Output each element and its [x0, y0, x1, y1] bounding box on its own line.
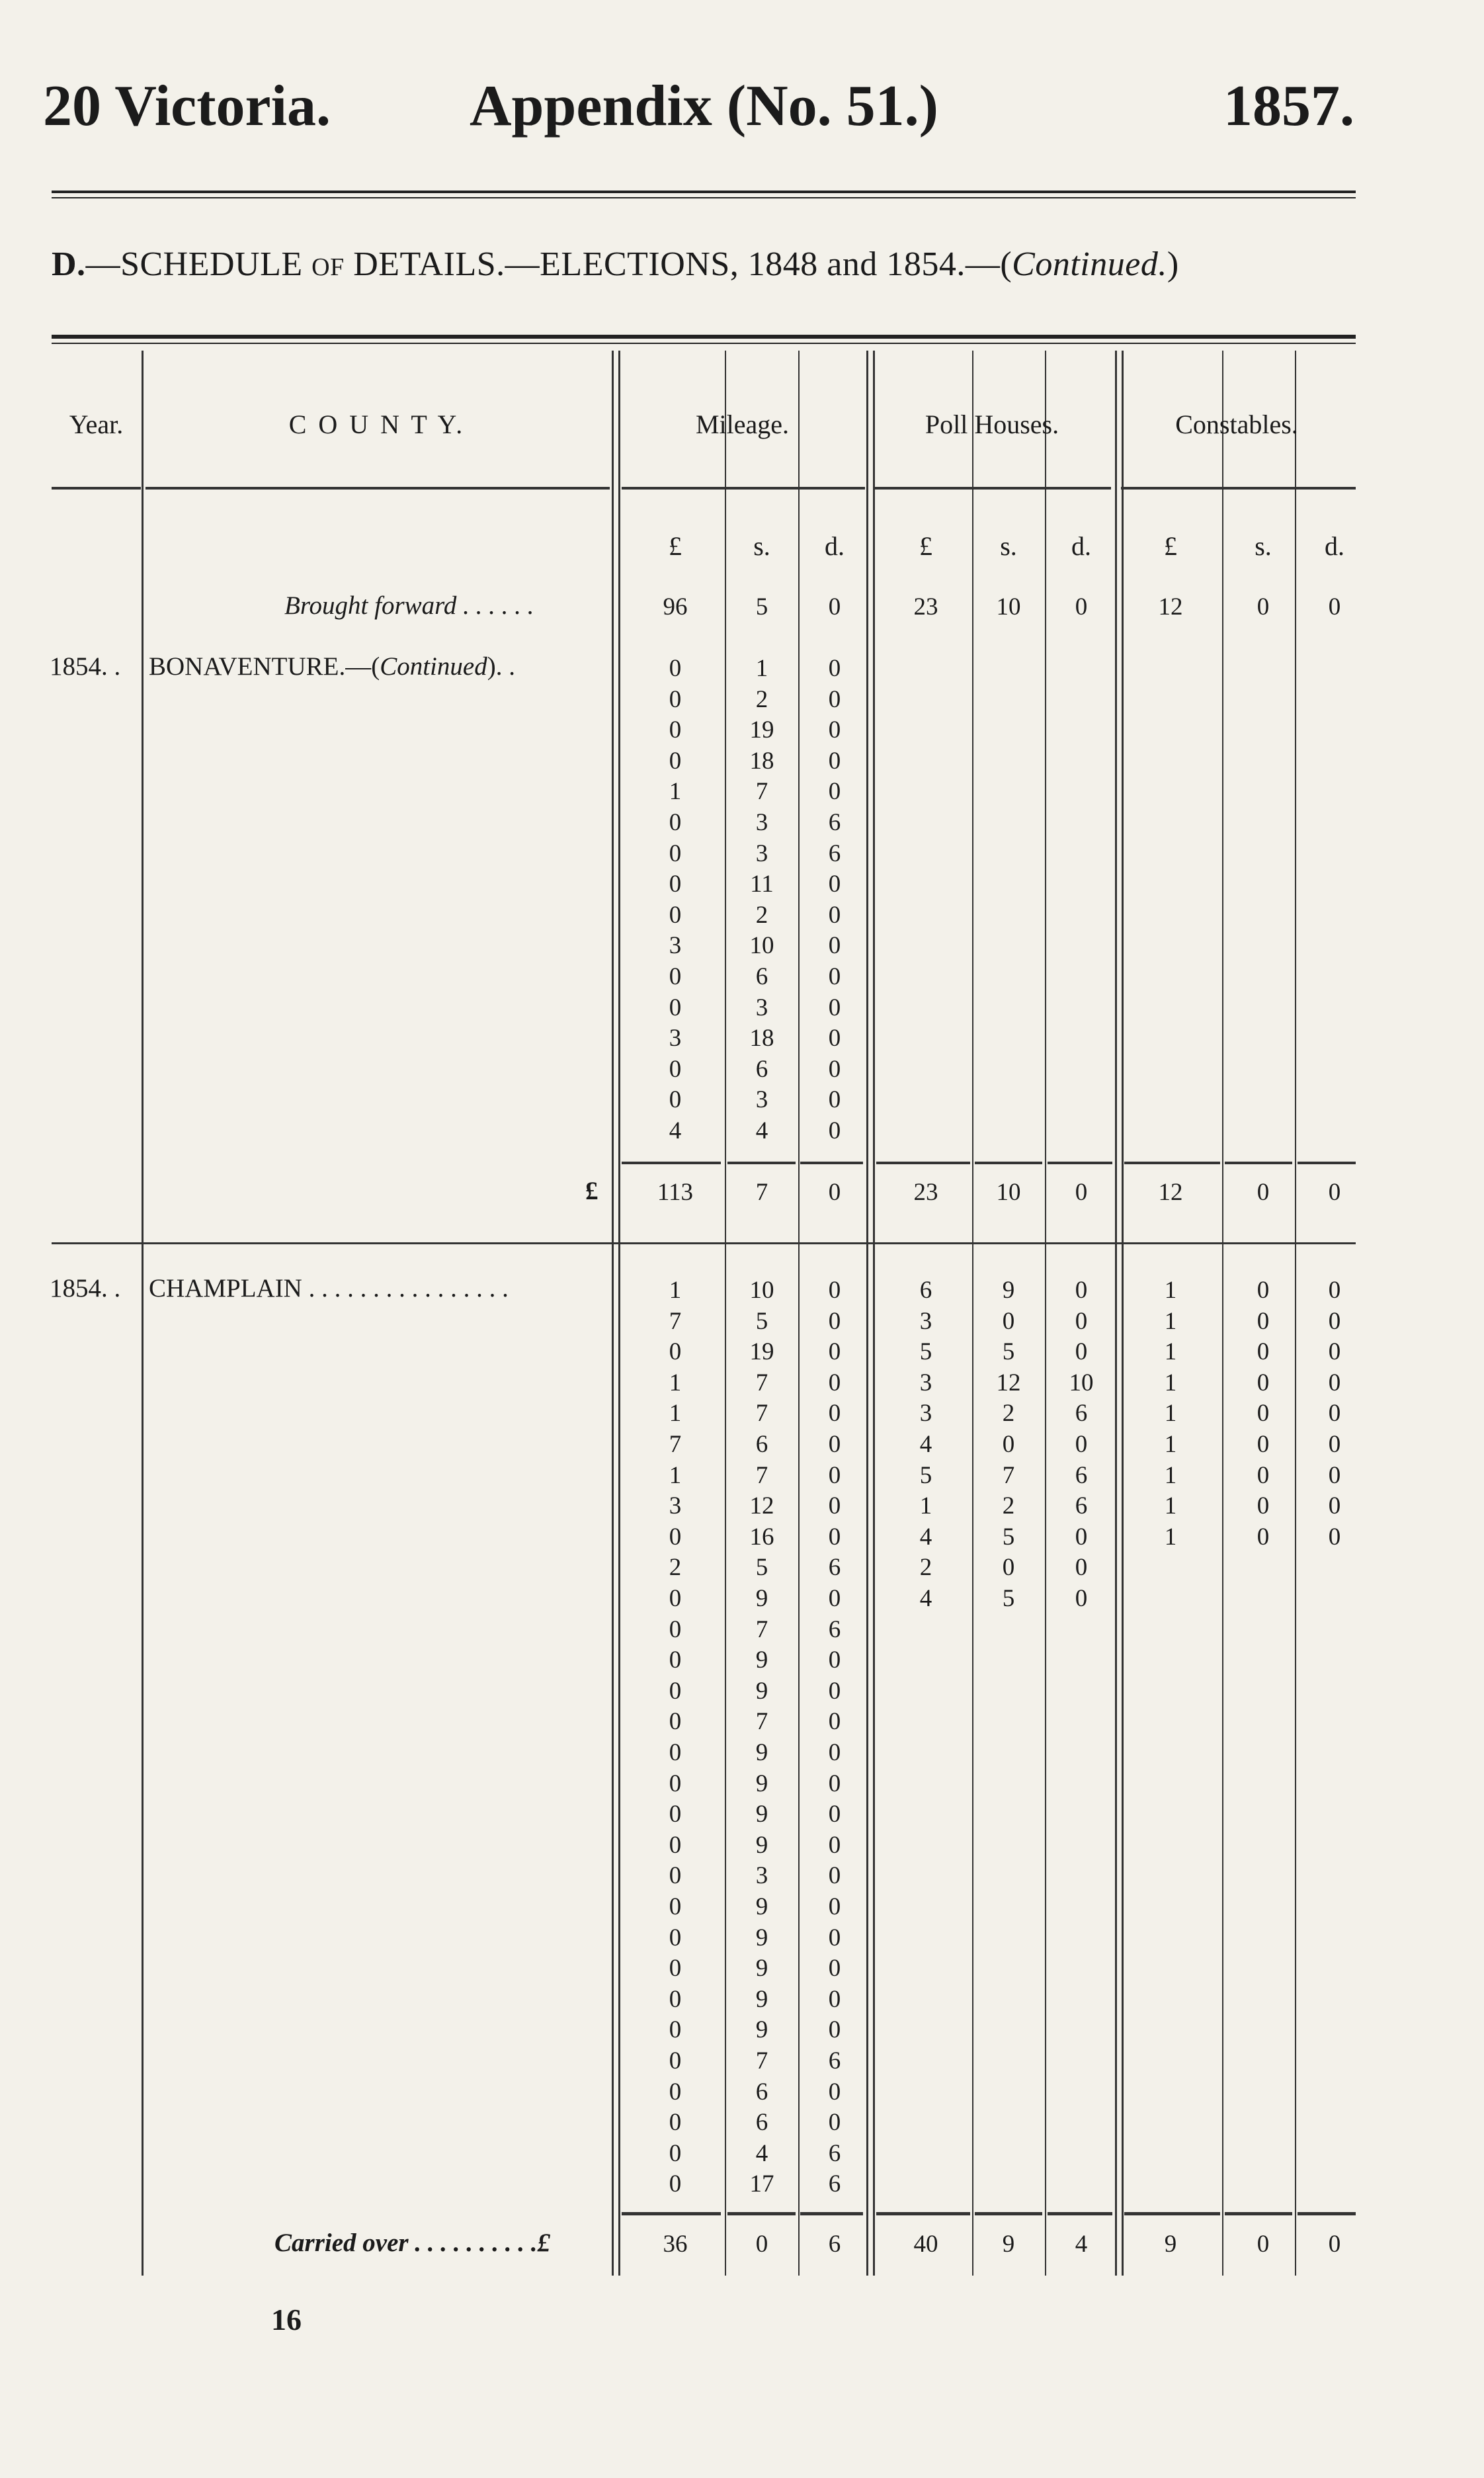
schedule-title — [52, 245, 1179, 284]
mileage-shillings: 6 — [755, 2109, 768, 2137]
constables-shillings: 0 — [1257, 1277, 1270, 1304]
mileage-pounds: 0 — [669, 1585, 682, 1612]
constables-pence: 0 — [1328, 1369, 1341, 1396]
carried-over-value: 40 — [913, 2231, 938, 2258]
poll-houses-pounds: 4 — [919, 1431, 932, 1458]
mileage-pence: 0 — [828, 1677, 841, 1705]
mileage-pence: 0 — [828, 1893, 841, 1920]
brought-forward-value: 96 — [663, 593, 688, 620]
header-underline — [145, 487, 610, 490]
carried-over-rule — [1298, 2212, 1356, 2215]
mileage-pounds: 1 — [669, 1277, 682, 1304]
mileage-pounds: 1 — [669, 1369, 682, 1396]
mileage-pounds: 0 — [669, 2109, 682, 2137]
total-rule — [1298, 1162, 1356, 1164]
mileage-shillings: 4 — [755, 2139, 768, 2167]
carried-over-rule — [876, 2212, 970, 2215]
mileage-pence: 0 — [828, 871, 841, 898]
total-rule — [1225, 1162, 1292, 1164]
mileage-pounds: 7 — [669, 1431, 682, 1458]
bonaventure-total-value: 113 — [657, 1179, 694, 1206]
mileage-pounds: 0 — [669, 1955, 682, 1983]
column-rule — [142, 351, 144, 2276]
mileage-pounds: 0 — [669, 716, 682, 744]
constables-pence: 0 — [1328, 1400, 1341, 1428]
mileage-shillings: 11 — [750, 871, 774, 898]
mileage-pence: 0 — [828, 2016, 841, 2044]
carried-over-rule — [622, 2212, 721, 2215]
mileage-shillings: 7 — [755, 2047, 768, 2074]
unit-label: d. — [825, 531, 845, 561]
mileage-pounds: 0 — [669, 1338, 682, 1366]
header-rule-top — [52, 191, 1356, 193]
mileage-pounds: 0 — [669, 1646, 682, 1674]
unit-label: £ — [919, 531, 932, 561]
mileage-pounds: 4 — [669, 1117, 682, 1144]
mileage-pence: 6 — [828, 2170, 841, 2198]
poll-houses-pence: 6 — [1075, 1461, 1088, 1489]
mileage-pounds: 2 — [669, 1554, 682, 1582]
constables-pounds: 1 — [1164, 1400, 1177, 1428]
constables-shillings: 0 — [1257, 1369, 1270, 1396]
mileage-shillings: 9 — [755, 1677, 768, 1705]
column-rule — [1222, 351, 1223, 2276]
mileage-shillings: 9 — [755, 1585, 768, 1612]
mileage-pounds: 0 — [669, 1831, 682, 1859]
mileage-pounds: 0 — [669, 2078, 682, 2106]
carried-over-value: 9 — [1164, 2231, 1177, 2258]
header-underline — [52, 487, 141, 490]
mileage-shillings: 3 — [755, 1862, 768, 1890]
poll-houses-pence: 6 — [1075, 1400, 1088, 1428]
bonaventure-total-symbol: £ — [585, 1177, 598, 1205]
mileage-shillings: 4 — [755, 1117, 768, 1144]
mileage-shillings: 3 — [755, 994, 768, 1021]
mileage-pence: 0 — [828, 1307, 841, 1335]
mileage-pence: 0 — [828, 747, 841, 775]
mileage-pence: 0 — [828, 1831, 841, 1859]
mileage-shillings: 7 — [755, 1708, 768, 1736]
mileage-shillings: 9 — [755, 1770, 768, 1797]
mileage-pence: 0 — [828, 716, 841, 744]
constables-shillings: 0 — [1257, 1523, 1270, 1551]
mileage-shillings: 2 — [755, 901, 768, 929]
col-header-year: Year. — [69, 409, 124, 439]
poll-houses-shillings: 5 — [1002, 1585, 1015, 1612]
column-rule — [1122, 351, 1124, 2276]
poll-houses-pounds: 4 — [919, 1585, 932, 1612]
header-underline — [873, 487, 1111, 490]
total-rule — [876, 1162, 970, 1164]
mileage-pence: 0 — [828, 963, 841, 990]
mileage-pence: 0 — [828, 655, 841, 682]
mileage-pence: 0 — [828, 1055, 841, 1083]
bonaventure-total-value: 23 — [913, 1179, 938, 1206]
constables-pounds: 1 — [1164, 1523, 1177, 1551]
mileage-pence: 0 — [828, 1770, 841, 1797]
constables-pence: 0 — [1328, 1461, 1341, 1489]
poll-houses-pence: 0 — [1075, 1523, 1088, 1551]
mileage-pounds: 0 — [669, 809, 682, 836]
mileage-shillings: 3 — [755, 1086, 768, 1114]
brought-forward-value: 12 — [1158, 593, 1183, 620]
mileage-pounds: 1 — [669, 778, 682, 806]
mileage-pounds: 0 — [669, 839, 682, 867]
constables-pounds: 1 — [1164, 1369, 1177, 1396]
mileage-pounds: 0 — [669, 871, 682, 898]
bonaventure-county — [149, 652, 515, 681]
unit-label: £ — [669, 531, 682, 561]
mileage-shillings: 7 — [755, 778, 768, 806]
mileage-pence: 0 — [828, 1338, 841, 1366]
carried-over-rule — [975, 2212, 1042, 2215]
schedule-title-continued: Continued. — [1012, 245, 1167, 283]
carried-over-value: 9 — [1002, 2231, 1015, 2258]
poll-houses-pounds: 4 — [919, 1523, 932, 1551]
brought-forward-value: 0 — [1075, 593, 1088, 620]
mileage-pounds: 1 — [669, 1461, 682, 1489]
mileage-pence: 6 — [828, 839, 841, 867]
poll-houses-pounds: 1 — [919, 1492, 932, 1520]
carried-over-rule — [1124, 2212, 1220, 2215]
total-rule — [727, 1162, 796, 1164]
mileage-pence: 0 — [828, 1431, 841, 1458]
bonaventure-total-value: 0 — [1257, 1179, 1270, 1206]
column-rule — [1115, 351, 1117, 2276]
poll-houses-pounds: 3 — [919, 1369, 932, 1396]
poll-houses-pence: 0 — [1075, 1277, 1088, 1304]
total-rule — [1124, 1162, 1220, 1164]
constables-pounds: 1 — [1164, 1492, 1177, 1520]
mileage-pence: 6 — [828, 2139, 841, 2167]
mileage-pence: 0 — [828, 1708, 841, 1736]
poll-houses-pence: 6 — [1075, 1492, 1088, 1520]
mileage-shillings: 10 — [749, 1277, 774, 1304]
mileage-shillings: 10 — [749, 932, 774, 960]
col-header-poll-houses: Poll Houses. — [925, 409, 1059, 439]
unit-label: s. — [1000, 531, 1017, 561]
mileage-pounds: 3 — [669, 932, 682, 960]
mileage-pence: 0 — [828, 2078, 841, 2106]
header-rule-bottom — [52, 197, 1356, 198]
mileage-pounds: 0 — [669, 963, 682, 990]
brought-forward-value: 10 — [996, 593, 1021, 620]
mileage-shillings: 18 — [749, 1025, 774, 1052]
schedule-title-part: —SCHEDULE — [85, 245, 312, 283]
constables-pounds: 1 — [1164, 1461, 1177, 1489]
mileage-shillings: 6 — [755, 2078, 768, 2106]
poll-houses-shillings: 5 — [1002, 1338, 1015, 1366]
total-rule — [975, 1162, 1042, 1164]
mileage-pounds: 0 — [669, 1708, 682, 1736]
constables-pence: 0 — [1328, 1431, 1341, 1458]
header-appendix: Appendix (No. 51.) — [470, 74, 938, 138]
bonaventure-total-value: 0 — [1075, 1179, 1088, 1206]
mileage-shillings: 9 — [755, 1739, 768, 1766]
mileage-pence: 0 — [828, 1862, 841, 1890]
carried-over-rule — [1225, 2212, 1292, 2215]
mileage-pounds: 0 — [669, 747, 682, 775]
mileage-shillings: 9 — [755, 1646, 768, 1674]
mileage-pence: 0 — [828, 1646, 841, 1674]
constables-shillings: 0 — [1257, 1307, 1270, 1335]
header-year: 1857. — [1223, 74, 1354, 138]
constables-shillings: 0 — [1257, 1461, 1270, 1489]
poll-houses-shillings: 0 — [1002, 1554, 1015, 1582]
carried-over-value: 0 — [755, 2231, 768, 2258]
mileage-pounds: 0 — [669, 901, 682, 929]
header-session: 20 Victoria. — [43, 74, 331, 138]
schedule-title-part: DETAILS.—ELECTIONS, 1848 and 1854.—( — [344, 245, 1012, 283]
mileage-pence: 0 — [828, 1369, 841, 1396]
mileage-pence: 6 — [828, 809, 841, 836]
total-rule — [800, 1162, 863, 1164]
mileage-pounds: 0 — [669, 994, 682, 1021]
mileage-pounds: 0 — [669, 1862, 682, 1890]
column-rule — [798, 351, 800, 2276]
mileage-shillings: 7 — [755, 1400, 768, 1428]
mileage-pounds: 0 — [669, 1677, 682, 1705]
column-rule — [725, 351, 726, 2276]
schedule-title-part: ) — [1167, 245, 1179, 283]
bonaventure-total-value: 0 — [828, 1179, 841, 1206]
mileage-shillings: 1 — [755, 655, 768, 682]
carried-over-value: 0 — [1257, 2231, 1270, 2258]
mileage-pounds: 0 — [669, 1893, 682, 1920]
constables-pence: 0 — [1328, 1492, 1341, 1520]
brought-forward-value: 0 — [1328, 593, 1341, 620]
mileage-pounds: 0 — [669, 1615, 682, 1643]
champlain-county: CHAMPLAIN . . . . . . . . . . . . . . . . — [149, 1274, 509, 1303]
mileage-pence: 0 — [828, 1492, 841, 1520]
poll-houses-pounds: 3 — [919, 1400, 932, 1428]
mileage-shillings: 19 — [749, 1338, 774, 1366]
mileage-pounds: 3 — [669, 1025, 682, 1052]
column-rule — [972, 351, 973, 2276]
mileage-pounds: 0 — [669, 1739, 682, 1766]
mileage-pounds: 0 — [669, 1770, 682, 1797]
mileage-shillings: 7 — [755, 1615, 768, 1643]
section-separator — [52, 1242, 1356, 1244]
mileage-shillings: 9 — [755, 2016, 768, 2044]
poll-houses-shillings: 0 — [1002, 1307, 1015, 1335]
mileage-pounds: 0 — [669, 655, 682, 682]
mileage-shillings: 6 — [755, 1055, 768, 1083]
schedule-letter: D. — [52, 245, 86, 283]
carried-over-rule — [1048, 2212, 1112, 2215]
constables-pounds: 1 — [1164, 1307, 1177, 1335]
mileage-shillings: 2 — [755, 685, 768, 713]
mileage-pence: 0 — [828, 2109, 841, 2137]
unit-label: d. — [1071, 531, 1091, 561]
mileage-pounds: 0 — [669, 685, 682, 713]
col-header-constables: Constables. — [1175, 409, 1298, 439]
mileage-shillings: 18 — [749, 747, 774, 775]
header-underline — [1121, 487, 1356, 490]
brought-forward-value: 0 — [1257, 593, 1270, 620]
column-rule — [873, 351, 875, 2276]
mileage-pence: 0 — [828, 994, 841, 1021]
mileage-pence: 0 — [828, 901, 841, 929]
table-top-rule — [52, 335, 1356, 339]
unit-label: s. — [1255, 531, 1272, 561]
carried-over-label: Carried over . . . . . . . . . .£ — [274, 2229, 551, 2257]
mileage-pence: 0 — [828, 1985, 841, 2013]
mileage-pence: 0 — [828, 1801, 841, 1828]
constables-shillings: 0 — [1257, 1431, 1270, 1458]
constables-shillings: 0 — [1257, 1400, 1270, 1428]
unit-label: s. — [753, 531, 770, 561]
mileage-shillings: 5 — [755, 1307, 768, 1335]
constables-pence: 0 — [1328, 1277, 1341, 1304]
carried-over-value: 4 — [1075, 2231, 1088, 2258]
poll-houses-pounds: 5 — [919, 1338, 932, 1366]
mileage-pounds: 1 — [669, 1400, 682, 1428]
poll-houses-pounds: 6 — [919, 1277, 932, 1304]
poll-houses-shillings: 2 — [1002, 1492, 1015, 1520]
page-number: 16 — [271, 2303, 302, 2336]
poll-houses-pence: 0 — [1075, 1307, 1088, 1335]
mileage-pounds: 0 — [669, 1523, 682, 1551]
mileage-shillings: 6 — [755, 1431, 768, 1458]
column-rule — [1045, 351, 1046, 2276]
poll-houses-shillings: 9 — [1002, 1277, 1015, 1304]
brought-forward-value: 0 — [828, 593, 841, 620]
mileage-shillings: 6 — [755, 963, 768, 990]
mileage-pounds: 0 — [669, 2016, 682, 2044]
constables-pence: 0 — [1328, 1523, 1341, 1551]
mileage-pence: 0 — [828, 1585, 841, 1612]
mileage-shillings: 5 — [755, 1554, 768, 1582]
champlain-year: 1854. . — [50, 1274, 121, 1303]
brought-forward-value: 5 — [755, 593, 768, 620]
mileage-pence: 6 — [828, 1615, 841, 1643]
poll-houses-pounds: 5 — [919, 1461, 932, 1489]
mileage-pence: 0 — [828, 778, 841, 806]
mileage-pence: 6 — [828, 2047, 841, 2074]
bonaventure-county-name: BONAVENTURE.—( — [149, 652, 380, 681]
header-underline — [622, 487, 865, 490]
mileage-pounds: 0 — [669, 2170, 682, 2198]
mileage-shillings: 3 — [755, 809, 768, 836]
mileage-shillings: 17 — [749, 2170, 774, 2198]
poll-houses-pounds: 2 — [919, 1554, 932, 1582]
bonaventure-total-value: 0 — [1328, 1179, 1341, 1206]
mileage-pence: 0 — [828, 1086, 841, 1114]
carried-over-value: 0 — [1328, 2231, 1341, 2258]
poll-houses-shillings: 7 — [1002, 1461, 1015, 1489]
constables-shillings: 0 — [1257, 1338, 1270, 1366]
mileage-shillings: 12 — [749, 1492, 774, 1520]
mileage-pence: 0 — [828, 1739, 841, 1766]
table-top-rule-thin — [52, 343, 1356, 344]
brought-forward-label: Brought forward . . . . . . — [284, 591, 534, 620]
mileage-pence: 0 — [828, 1277, 841, 1304]
col-header-mileage: Mileage. — [695, 409, 790, 439]
column-rule — [612, 351, 614, 2276]
total-rule — [622, 1162, 721, 1164]
constables-pence: 0 — [1328, 1338, 1341, 1366]
mileage-pence: 0 — [828, 1400, 841, 1428]
mileage-pounds: 0 — [669, 1086, 682, 1114]
constables-pounds: 1 — [1164, 1431, 1177, 1458]
poll-houses-pounds: 3 — [919, 1307, 932, 1335]
mileage-pounds: 0 — [669, 2139, 682, 2167]
poll-houses-shillings: 2 — [1002, 1400, 1015, 1428]
mileage-shillings: 9 — [755, 1924, 768, 1951]
mileage-shillings: 9 — [755, 1985, 768, 2013]
carried-over-rule — [800, 2212, 863, 2215]
column-rule — [618, 351, 620, 2276]
mileage-shillings: 9 — [755, 1801, 768, 1828]
schedule-title-of: OF — [311, 253, 345, 281]
poll-houses-shillings: 12 — [996, 1369, 1021, 1396]
poll-houses-pence: 0 — [1075, 1338, 1088, 1366]
mileage-pence: 0 — [828, 1117, 841, 1144]
poll-houses-pence: 0 — [1075, 1585, 1088, 1612]
mileage-pounds: 7 — [669, 1307, 682, 1335]
mileage-shillings: 7 — [755, 1461, 768, 1489]
mileage-pounds: 3 — [669, 1492, 682, 1520]
bonaventure-county-end: ). . — [487, 652, 515, 681]
mileage-shillings: 9 — [755, 1831, 768, 1859]
carried-over-rule — [727, 2212, 796, 2215]
carried-over-value: 6 — [828, 2231, 841, 2258]
mileage-pence: 6 — [828, 1554, 841, 1582]
unit-label: £ — [1164, 531, 1177, 561]
bonaventure-total-value: 12 — [1158, 1179, 1183, 1206]
constables-pounds: 1 — [1164, 1277, 1177, 1304]
mileage-pence: 0 — [828, 1025, 841, 1052]
bonaventure-total-value: 10 — [996, 1179, 1021, 1206]
brought-forward-value: 23 — [913, 593, 938, 620]
mileage-pence: 0 — [828, 1924, 841, 1951]
constables-pounds: 1 — [1164, 1338, 1177, 1366]
mileage-pounds: 0 — [669, 1924, 682, 1951]
mileage-shillings: 9 — [755, 1955, 768, 1983]
mileage-pence: 0 — [828, 1523, 841, 1551]
poll-houses-pence: 0 — [1075, 1554, 1088, 1582]
col-header-county: C O U N T Y. — [288, 409, 466, 439]
mileage-shillings: 9 — [755, 1893, 768, 1920]
mileage-pence: 0 — [828, 932, 841, 960]
total-rule — [1048, 1162, 1112, 1164]
mileage-shillings: 7 — [755, 1369, 768, 1396]
mileage-pence: 0 — [828, 1955, 841, 1983]
bonaventure-total-value: 7 — [755, 1179, 768, 1206]
mileage-pence: 0 — [828, 1461, 841, 1489]
carried-over-value: 36 — [663, 2231, 688, 2258]
poll-houses-shillings: 5 — [1002, 1523, 1015, 1551]
bonaventure-year: 1854. . — [50, 652, 121, 681]
mileage-pence: 0 — [828, 685, 841, 713]
mileage-shillings: 3 — [755, 839, 768, 867]
mileage-pounds: 0 — [669, 1801, 682, 1828]
constables-shillings: 0 — [1257, 1492, 1270, 1520]
mileage-pounds: 0 — [669, 1055, 682, 1083]
constables-pence: 0 — [1328, 1307, 1341, 1335]
unit-label: d. — [1325, 531, 1344, 561]
poll-houses-pence: 10 — [1069, 1369, 1094, 1396]
poll-houses-shillings: 0 — [1002, 1431, 1015, 1458]
mileage-pounds: 0 — [669, 1985, 682, 2013]
mileage-shillings: 16 — [749, 1523, 774, 1551]
bonaventure-continued: Continued — [380, 652, 487, 681]
mileage-shillings: 19 — [749, 716, 774, 744]
mileage-pounds: 0 — [669, 2047, 682, 2074]
poll-houses-pence: 0 — [1075, 1431, 1088, 1458]
